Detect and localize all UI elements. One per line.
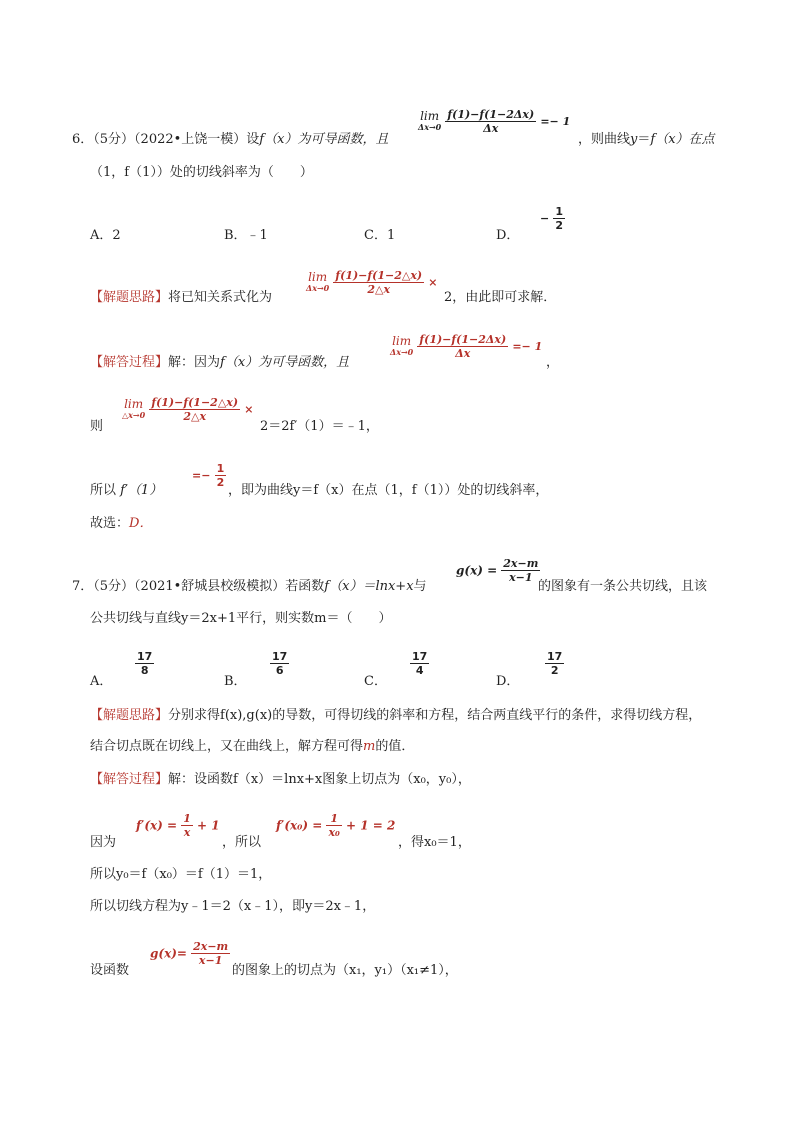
q7-option-a: A． (90, 674, 113, 689)
q7-let-g: 设函数 (90, 963, 130, 978)
q6-stem-line1 (72, 131, 388, 149)
q7-idea: 【解题思路】分别求得f(x),g(x)的导数，可得切线的斜率和方程，结合两直线平行的条件，求得切线方程， (90, 708, 702, 723)
q7-option-c-value: $\frac{17}{4}$ (412, 650, 428, 677)
q7-stem-line1-tail: 的图象有一条公共切线，且该 (538, 579, 708, 594)
limit-operator: lim Δx→0 (418, 108, 442, 132)
q7-derivative-2: f′(x₀) = $\frac{1}{\text{x₀}}$ + 1 = 2 (276, 812, 396, 839)
idea-tag: 【解题思路】 (90, 708, 169, 723)
q6-then-limit: lim △x→0 $\frac{f(1)-f(1-2\triangle x)}{2\triangle x}$ × (122, 396, 254, 423)
q7-option-c: C． (364, 674, 387, 689)
q7-so-y0: 所以y₀＝f（x₀）＝f（1）＝1， (90, 867, 272, 882)
q6-option-d: D． (496, 228, 520, 243)
q6-process-comma: ， (546, 355, 560, 370)
q6-fx: f（x）为可导函数，且 (259, 132, 389, 147)
q6-then-word: 则 (90, 419, 104, 434)
q7-idea-line2: 结合切点既在切线上，又在曲线上，解方程可得m的值． (90, 739, 415, 754)
q6-so-value: =− $\frac{1}{2}$ (192, 462, 225, 489)
q6-answer-letter: D． (129, 516, 153, 531)
q7-stem-line1: 7．（5分）（2021•舒城县校级模拟）若函数f（x）＝lnx+x与 (72, 579, 427, 594)
q7-option-b: B． (224, 674, 247, 689)
process-tag: 【解答过程】 (90, 355, 169, 370)
q6-idea: 【解题思路】将已知关系式化为 (90, 290, 273, 305)
q6-stem-line2: （1，f（1））处的切线斜率为（ ） (90, 165, 313, 180)
q7-option-d-value: $\frac{17}{2}$ (547, 650, 563, 677)
q6-idea-tail: 2，由此即可求解． (444, 290, 557, 305)
q7-because: 因为 (90, 835, 117, 850)
q7-so-word: ，所以 (222, 835, 262, 850)
q7-g-definition: g(x) = $\frac{2x-m}{x-1}$ (456, 557, 539, 584)
q6-number-source: 6．（5分）（2022•上饶一模）设 (72, 132, 260, 147)
q6-idea-limit: lim Δx→0 $\frac{f(1)-f(1-2\triangle x)}{2\triangle x}$ × (306, 269, 438, 296)
limit-fraction: $\frac{f(1)-f(1-2\Delta x)}{\Delta x}$ (447, 108, 535, 135)
q6-then-rhs: 2＝2f′（1）＝﹣1， (260, 419, 379, 434)
q7-derivative-1: f′(x) = $\frac{1}{x}$ + 1 (136, 812, 220, 839)
process-tag: 【解答过程】 (90, 772, 169, 787)
q6-process: 【解答过程】解：因为f（x）为可导函数，且 (90, 355, 350, 370)
q6-option-c: C．1 (364, 228, 396, 243)
q6-option-d-value: − $\frac{1}{2}$ (540, 205, 564, 232)
q7-option-a-value: $\frac{17}{8}$ (137, 650, 153, 677)
q6-option-a: A．2 (90, 228, 121, 243)
q6-so-line: 所以 f′（1） (90, 483, 163, 498)
q7-process: 【解答过程】解：设函数f（x）＝lnx+x图象上切点为（x₀，y₀）， (90, 772, 471, 787)
q6-so-tail: ，即为曲线y＝f（x）在点（1，f（1））处的切线斜率， (228, 483, 549, 498)
q7-option-b-value: $\frac{17}{6}$ (272, 650, 288, 677)
q6-limit-expression (418, 108, 570, 135)
q7-option-d: D． (496, 674, 520, 689)
limit-rhs: =− 1 (540, 115, 571, 128)
q6-stem-line1-cont: ，则曲线y＝f（x）在点 (578, 132, 715, 147)
idea-tag: 【解题思路】 (90, 290, 169, 305)
q7-stem-line2: 公共切线与直线y＝2x+1平行，则实数m＝（ ） (90, 611, 392, 626)
q7-g-point: 的图象上的切点为（x₁，y₁）（x₁≠1）， (232, 963, 458, 978)
q6-option-b: B．﹣1 (224, 228, 268, 243)
q6-answer: 故选：D． (90, 516, 153, 531)
q7-g-definition-2: g(x)= $\frac{2x-m}{x-1}$ (150, 940, 229, 967)
q7-tangent-line: 所以切线方程为y﹣1＝2（x﹣1），即y＝2x﹣1， (90, 899, 376, 914)
q6-process-limit: lim Δx→0 $\frac{f(1)-f(1-2\Delta x)}{\Delta x}$ =− 1 (390, 333, 543, 360)
q7-get-x0: ，得x₀＝1， (398, 835, 471, 850)
